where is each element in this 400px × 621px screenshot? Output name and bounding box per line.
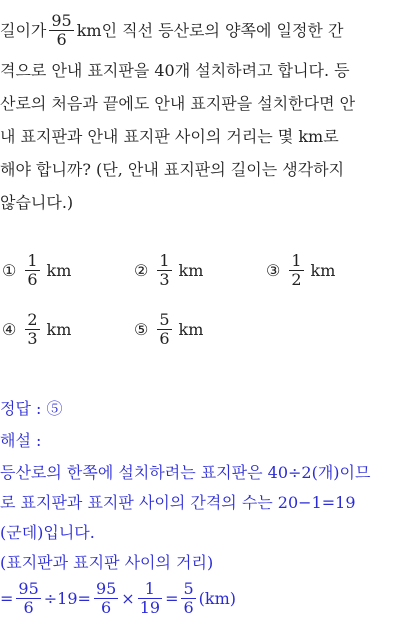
explanation-equation: = $\frac{95}{6}$ ÷19= $\frac{95}{6}$ × $\frac{1}{19}$ = $\frac{5}{6}$ (km) xyxy=(0,579,237,617)
choice-4[interactable]: ④ $\frac{2}{3}$ km xyxy=(2,310,72,348)
question-line-1: 길이가 $\frac{95}{6}$ km인 직선 등산로의 양쪽에 일정한 간 xyxy=(0,11,344,49)
choice-2[interactable]: ② $\frac{1}{3}$ km xyxy=(134,251,204,289)
question-line-4: 내 표지판과 안내 표지판 사이의 거리는 몇 km로 xyxy=(0,127,339,146)
explanation-line-1: 등산로의 한쪽에 설치하려는 표지판은 40÷2(개)이므 xyxy=(0,463,371,482)
explanation-label: 해설 : xyxy=(0,431,42,450)
explanation-line-4: (표지판과 표지판 사이의 거리) xyxy=(0,553,214,572)
question-line-2: 격으로 안내 표지판을 40개 설치하려고 합니다. 등 xyxy=(0,61,350,80)
choice-5[interactable]: ⑤ $\frac{5}{6}$ km xyxy=(134,310,204,348)
explanation-line-2: 로 표지판과 표지판 사이의 간격의 수는 20−1=19 xyxy=(0,493,356,512)
question-line-5: 해야 합니까? (단, 안내 표지판의 길이는 생각하지 xyxy=(0,160,345,179)
choice-1[interactable]: ① $\frac{1}{6}$ km xyxy=(2,251,72,289)
answer-label: 정답 : ⑤ xyxy=(0,399,63,418)
fraction-length: $\frac{95}{6}$ xyxy=(51,11,72,49)
choice-3[interactable]: ③ $\frac{1}{2}$ km xyxy=(266,251,336,289)
question-line-6: 않습니다.) xyxy=(0,193,74,212)
question-line-3: 산로의 처음과 끝에도 안내 표지판을 설치한다면 안 xyxy=(0,94,356,113)
explanation-line-3: (군데)입니다. xyxy=(0,523,95,542)
